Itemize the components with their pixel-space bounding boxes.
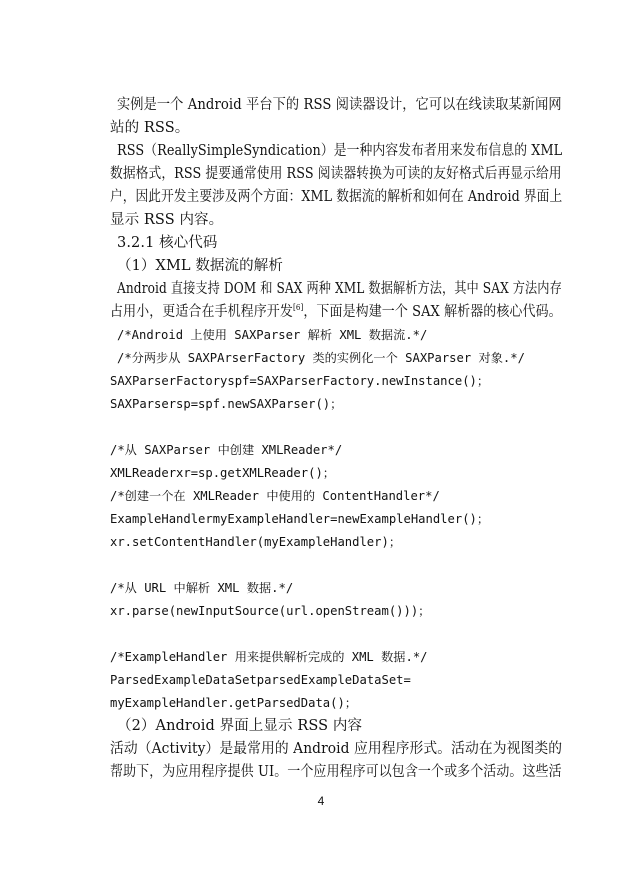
code-line: xr.setContentHandler(myExampleHandler)； xyxy=(110,535,402,549)
code-comment: /*创建一个在 XMLReader 中使用的 ContentHandler*/ xyxy=(110,489,440,503)
code-line: XMLReaderxr=sp.getXMLReader()； xyxy=(110,466,335,480)
paragraph-line: 显示 RSS 内容。 xyxy=(110,212,224,228)
code-comment: /*从 SAXParser 中创建 XMLReader*/ xyxy=(110,443,343,457)
code-comment: /*ExampleHandler 用来提供解析完成的 XML 数据.*/ xyxy=(110,650,428,664)
paragraph-text: ，下面是构建一个 SAX 解析器的核心代码。 xyxy=(303,304,562,320)
paragraph-line: 户，因此开发主要涉及两个方面：XML 数据流的解析和如何在 Android 界面上 xyxy=(110,189,563,205)
paragraph-line: 实例是一个 Android 平台下的 RSS 阅读器设计，它可以在线读取某新闻网 xyxy=(117,97,562,113)
code-comment: /*分两步从 SAXPArserFactory 类的实例化一个 SAXParser 对象.*/ xyxy=(117,351,525,365)
code-comment: /*从 URL 中解析 XML 数据.*/ xyxy=(110,581,294,595)
paragraph-line: 活动（Activity）是最常用的 Android 应用程序形式。活动在为视图类的 xyxy=(110,741,563,757)
paragraph-line: 帮助下，为应用程序提供 UI。一个应用程序可以包含一个或多个活动。这些活 xyxy=(110,764,562,780)
code-line: ExampleHandlermyExampleHandler=newExampleHandler()； xyxy=(110,512,490,526)
code-line: ParsedExampleDataSetparsedExampleDataSet= xyxy=(110,673,411,687)
paragraph-line: 数据格式，RSS 提要通常使用 RSS 阅读器转换为可读的友好格式后再显示给用 xyxy=(110,166,562,182)
paragraph-line: Android 直接支持 DOM 和 SAX 两种 XML 数据解析方法，其中 SAX 方法内存 xyxy=(117,281,562,297)
code-line: SAXParsersp=spf.newSAXParser()； xyxy=(110,397,343,411)
page-number: 4 xyxy=(317,794,325,808)
subsection-heading: （2）Android 界面上显示 RSS 内容 xyxy=(117,718,363,734)
paragraph-text: 占用小，更适合在手机程序开发 xyxy=(110,304,293,320)
paragraph-line: RSS（ReallySimpleSyndication）是一种内容发布者用来发布信息的 XML xyxy=(117,143,563,159)
code-line: myExampleHandler.getParsedData()； xyxy=(110,696,357,710)
section-heading: 3.2.1 核心代码 xyxy=(117,235,218,251)
citation-reference: [6] xyxy=(292,303,304,313)
code-line: xr.parse(newInputSource(url.openStream()))； xyxy=(110,604,431,618)
paragraph-line xyxy=(110,301,562,323)
code-comment: /*Android 上使用 SAXParser 解析 XML 数据流.*/ xyxy=(117,328,428,342)
subsection-heading: （1）XML 数据流的解析 xyxy=(117,258,283,274)
paragraph-line: 站的 RSS。 xyxy=(110,120,190,136)
code-line: SAXParserFactoryspf=SAXParserFactory.newInstance()； xyxy=(110,374,490,388)
